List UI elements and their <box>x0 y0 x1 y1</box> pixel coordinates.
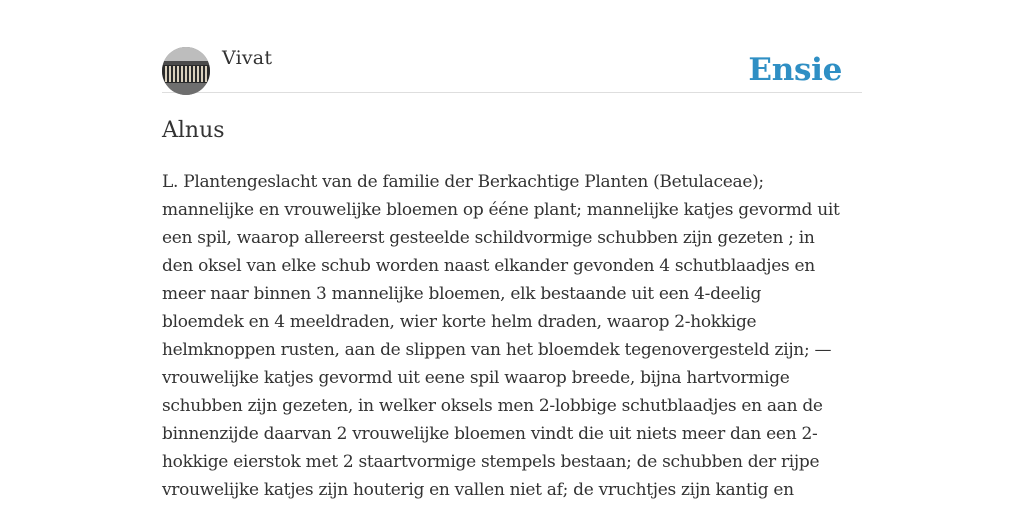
body-line: een spil, waarop allereerst gesteelde schildvormige schubben zijn gezeten ; in <box>162 228 815 248</box>
body-line: helmknoppen rusten, aan de slippen van het bloemdek tegenovergesteld zijn; — <box>162 340 832 360</box>
body-line: mannelijke en vrouwelijke bloemen op ééne plant; mannelijke katjes gevormd uit <box>162 200 840 220</box>
avatar[interactable] <box>162 47 210 95</box>
article-body <box>162 168 862 504</box>
avatar-image <box>162 47 210 95</box>
body-line: vrouwelijke katjes gevormd uit eene spil waarop breede, bijna hartvormige <box>162 368 790 388</box>
body-line: den oksel van elke schub worden naast elkander gevonden 4 schutblaadjes en <box>162 256 815 276</box>
body-line: vrouwelijke katjes zijn houterig en vallen niet af; de vruchtjes zijn kantig en <box>162 480 794 500</box>
brand-logo[interactable]: Ensie <box>748 52 842 88</box>
body-line: schubben zijn gezeten, in welker oksels men 2-lobbige schutblaadjes en aan de <box>162 396 823 416</box>
header <box>162 46 862 93</box>
author-name[interactable]: Vivat <box>222 47 273 69</box>
body-line: meer naar binnen 3 mannelijke bloemen, elk bestaande uit een 4-deelig <box>162 284 762 304</box>
article-title: Alnus <box>162 118 225 143</box>
body-line: bloemdek en 4 meeldraden, wier korte helm draden, waarop 2-hokkige <box>162 312 757 332</box>
body-line: L. Plantengeslacht van de familie der Berkachtige Planten (Betulaceae); <box>162 172 764 192</box>
body-line: hokkige eierstok met 2 staartvormige stempels bestaan; de schubben der rijpe <box>162 452 820 472</box>
body-line: binnenzijde daarvan 2 vrouwelijke bloemen vindt die uit niets meer dan een 2- <box>162 424 818 444</box>
